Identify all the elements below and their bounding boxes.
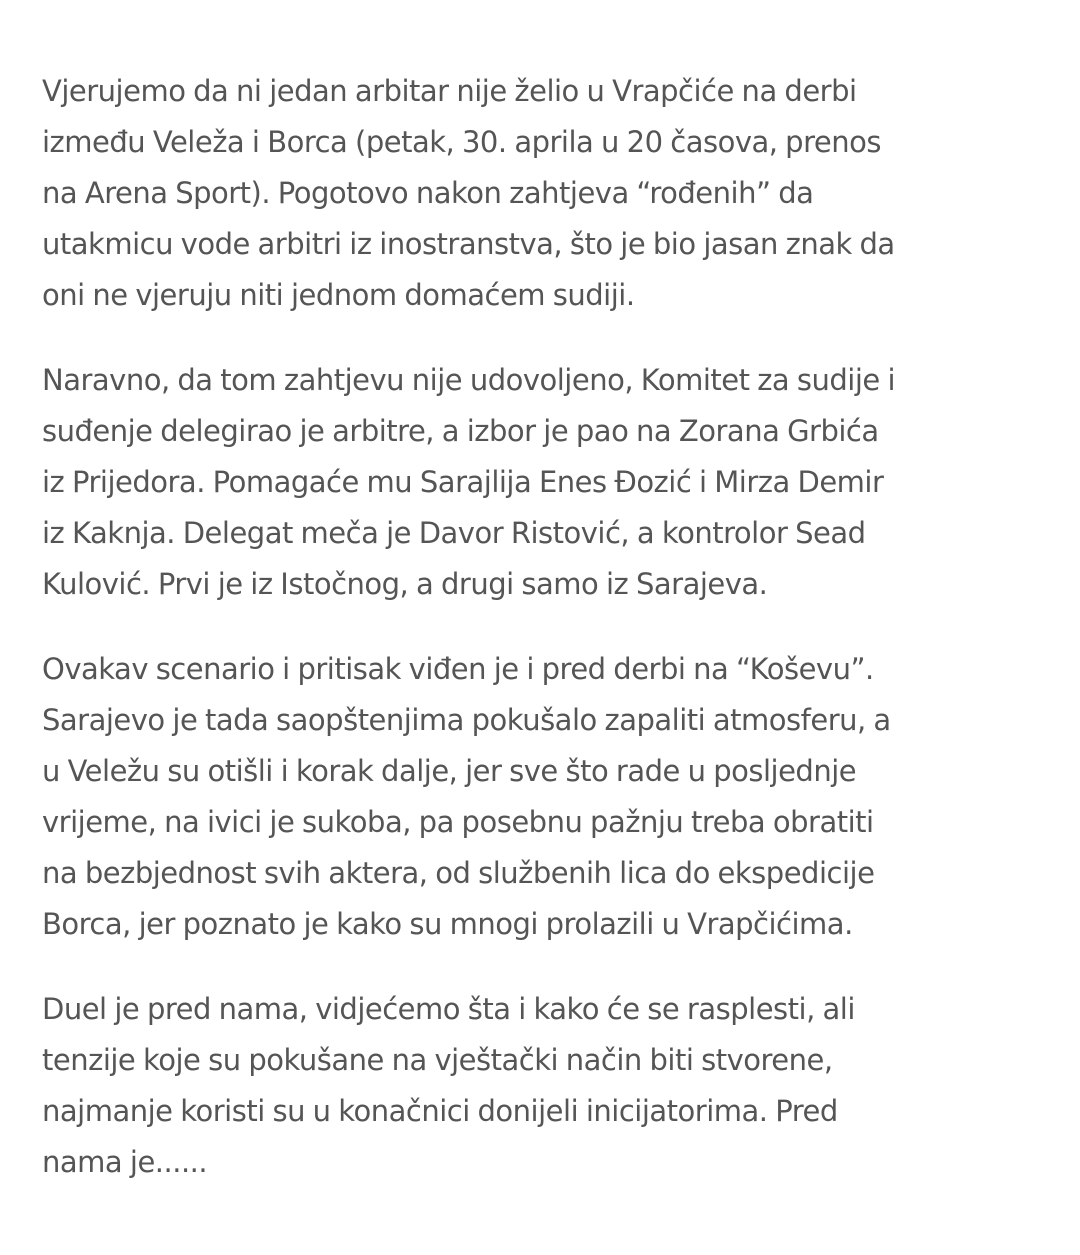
text-line: u Veležu su otišli i korak dalje, jer sve što rade u posljednje xyxy=(42,754,857,788)
paragraph-1 xyxy=(42,66,1042,321)
text-line: oni ne vjeruju niti jednom domaćem sudiji. xyxy=(42,278,635,312)
text-line: između Veleža i Borca (petak, 30. aprila u 20 časova, prenos xyxy=(42,125,881,159)
text-line: Sarajevo je tada saopštenjima pokušalo zapaliti atmosferu, a xyxy=(42,703,891,737)
text-line: nama je...... xyxy=(42,1145,208,1179)
text-line: tenzije koje su pokušane na vještački način biti stvorene, xyxy=(42,1043,833,1077)
paragraph-3 xyxy=(42,644,1042,950)
paragraph-2 xyxy=(42,355,1042,610)
text-line: na Arena Sport). Pogotovo nakon zahtjeva “rođenih” da xyxy=(42,176,814,210)
article-body xyxy=(42,66,1042,1188)
text-line: vrijeme, na ivici je sukoba, pa posebnu pažnju treba obratiti xyxy=(42,805,874,839)
text-line: iz Kaknja. Delegat meča je Davor Ristović, a kontrolor Sead xyxy=(42,516,866,550)
text-line: Kulović. Prvi je iz Istočnog, a drugi samo iz Sarajeva. xyxy=(42,567,768,601)
text-line: utakmicu vode arbitri iz inostranstva, što je bio jasan znak da xyxy=(42,227,895,261)
text-line: Borca, jer poznato je kako su mnogi prolazili u Vrapčićima. xyxy=(42,907,853,941)
text-line: Naravno, da tom zahtjevu nije udovoljeno, Komitet za sudije i xyxy=(42,363,896,397)
text-line: Vjerujemo da ni jedan arbitar nije želio u Vrapčiće na derbi xyxy=(42,74,857,108)
text-line: suđenje delegirao je arbitre, a izbor je pao na Zorana Grbića xyxy=(42,414,879,448)
paragraph-4 xyxy=(42,984,1042,1188)
text-line: Duel je pred nama, vidjećemo šta i kako će se rasplesti, ali xyxy=(42,992,855,1026)
text-line: iz Prijedora. Pomagaće mu Sarajlija Enes Đozić i Mirza Demir xyxy=(42,465,884,499)
text-line: Ovakav scenario i pritisak viđen je i pred derbi na “Koševu”. xyxy=(42,652,874,686)
text-line: na bezbjednost svih aktera, od službenih lica do ekspedicije xyxy=(42,856,875,890)
text-line: najmanje koristi su u konačnici donijeli inicijatorima. Pred xyxy=(42,1094,838,1128)
